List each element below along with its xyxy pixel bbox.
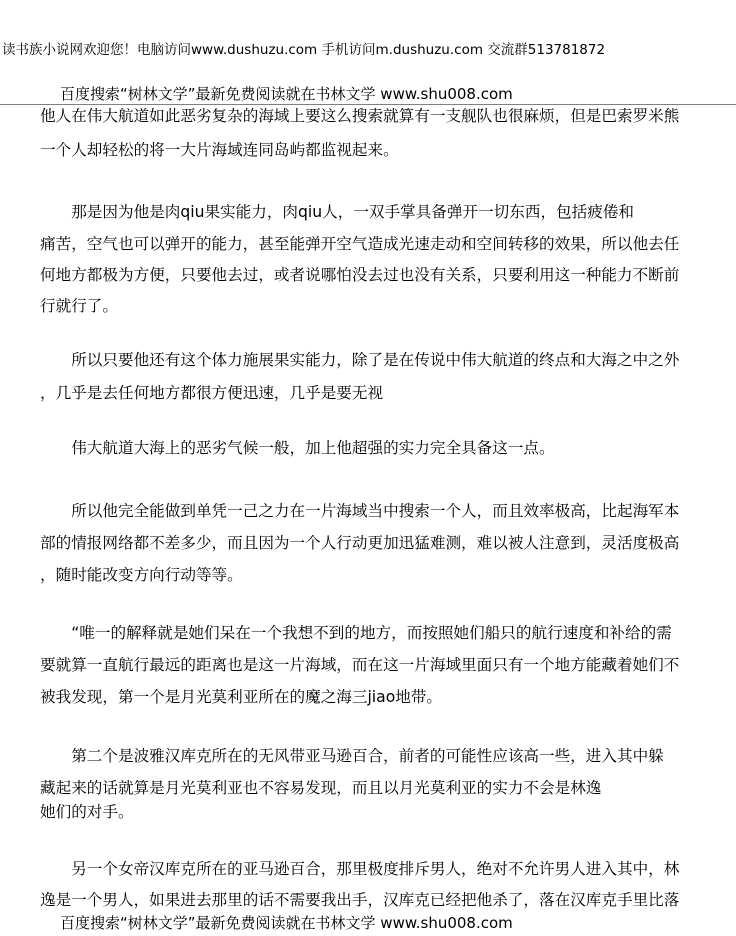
text-line: 她们的对手。 bbox=[40, 803, 134, 821]
text-line: 痛苦，空气也可以弹开的能力，甚至能弹开空气造成光速走动和空间转移的效果，所以他去任 bbox=[40, 235, 680, 253]
text-line: 一个人却轻松的将一大片海域连同岛屿都监视起来。 bbox=[40, 141, 399, 159]
bottom-banner: 百度搜索“树林文学”最新免费阅读就在书林文学 www.shu008.com bbox=[60, 914, 513, 932]
text-line: 行就行了。 bbox=[40, 297, 118, 315]
text-line: ，随时能改变方向行动等等。 bbox=[40, 566, 243, 584]
text-line: 第二个是波雅汉库克所在的无风带亚马逊百合，前者的可能性应该高一些，进入其中躲 bbox=[40, 747, 664, 765]
text-line: “唯一的解释就是她们呆在一个我想不到的地方，而按照她们船只的航行速度和补给的需 bbox=[40, 624, 672, 642]
top-banner: 百度搜索“树林文学”最新免费阅读就在书林文学 www.shu008.com bbox=[60, 85, 513, 103]
text-line: ，几乎是去任何地方都很方便迅速，几乎是要无视 bbox=[40, 384, 384, 402]
text-line: 藏起来的话就算是月光莫利亚也不容易发现，而且以月光莫利亚的实力不会是林逸 bbox=[40, 779, 602, 797]
site-notice: 读书族小说网欢迎您！电脑访问www.dushuzu.com 手机访问m.dushuzu.com 交流群513781872 bbox=[2, 42, 606, 58]
text-line: 另一个女帝汉库克所在的亚马逊百合，那里极度排斥男人，绝对不允许男人进入其中，林 bbox=[40, 860, 680, 878]
text-line: 部的情报网络都不差多少，而且因为一个人行动更加迅猛难测，难以被人注意到，灵活度极高 bbox=[40, 534, 680, 552]
text-line: 他人在伟大航道如此恶劣复杂的海域上要这么搜索就算有一支舰队也很麻烦，但是巴索罗米熊 bbox=[40, 107, 680, 125]
text-line: 所以他完全能做到单凭一己之力在一片海域当中搜索一个人，而且效率极高，比起海军本 bbox=[40, 502, 680, 520]
text-line: 被我发现，第一个是月光莫利亚所在的魔之海三jiao地带。 bbox=[40, 688, 443, 706]
text-line: 那是因为他是肉qiu果实能力，肉qiu人，一双手掌具备弹开一切东西，包括疲倦和 bbox=[40, 203, 635, 221]
text-line: 伟大航道大海上的恶劣气候一般，加上他超强的实力完全具备这一点。 bbox=[40, 439, 555, 457]
divider bbox=[0, 104, 736, 105]
text-line: 要就算一直航行最远的距离也是这一片海域，而在这一片海域里面只有一个地方能藏着她们不 bbox=[40, 656, 680, 674]
text-line: 逸是一个男人，如果进去那里的话不需要我出手，汉库克已经把他杀了，落在汉库克手里比落 bbox=[40, 891, 680, 909]
text-line: 所以只要他还有这个体力施展果实能力，除了是在传说中伟大航道的终点和大海之中之外 bbox=[40, 351, 680, 369]
text-line: 何地方都极为方便，只要他去过，或者说哪怕没去过也没有关系，只要利用这一种能力不断前 bbox=[40, 266, 680, 284]
